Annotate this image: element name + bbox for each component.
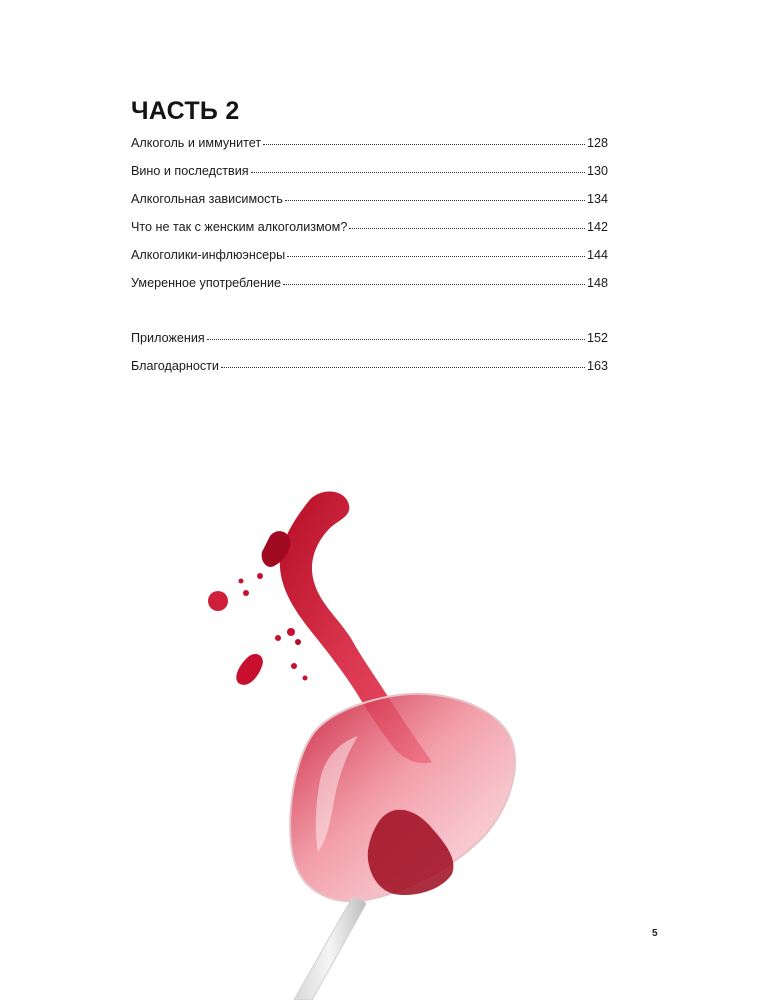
toc-entry-page: 130 [586, 164, 608, 178]
wine-droplet [243, 590, 249, 596]
toc-part-list [131, 136, 608, 304]
dot-leader [221, 366, 585, 368]
toc-entry[interactable] [131, 220, 608, 248]
toc-entry-title: Вино и последствия [131, 164, 249, 178]
wine-droplet [287, 628, 295, 636]
toc-entry-page: 163 [586, 359, 608, 373]
toc-entry-title: Приложения [131, 331, 205, 345]
toc-entry-page: 142 [586, 220, 608, 234]
toc-entry-title: Алкогольная зависимость [131, 192, 283, 206]
toc-entry-title: Что не так с женским алкоголизмом? [131, 220, 348, 234]
toc-entry-page: 152 [586, 331, 608, 345]
wine-droplet [208, 591, 228, 611]
toc-entry-title: Умеренное употребление [131, 276, 281, 290]
dot-leader [283, 283, 585, 285]
toc-entry[interactable] [131, 359, 608, 387]
toc-entry-title: Алкоголики-инфлюэнсеры [131, 248, 286, 262]
toc-entry[interactable] [131, 248, 608, 276]
toc-entry-title: Алкоголь и иммунитет [131, 136, 262, 150]
dot-leader [263, 143, 585, 145]
toc-entry-title: Благодарности [131, 359, 219, 373]
toc-entry-page: 128 [586, 136, 608, 150]
toc-entry[interactable] [131, 331, 608, 359]
toc-entry[interactable] [131, 276, 608, 304]
dot-leader [207, 338, 585, 340]
wine-droplet [291, 663, 297, 669]
wine-droplet [257, 573, 263, 579]
wine-droplet [309, 615, 316, 622]
toc-entry-page: 134 [586, 192, 608, 206]
page-heading: ЧАСТЬ 2 [131, 97, 240, 125]
toc-entry[interactable] [131, 192, 608, 220]
toc-appendix-list [131, 331, 608, 387]
glass-stem [294, 898, 366, 1000]
dot-leader [251, 171, 585, 173]
wine-droplet [236, 654, 263, 685]
toc-entry-page: 148 [586, 276, 608, 290]
wine-droplet [303, 676, 308, 681]
wine-droplet [239, 579, 244, 584]
toc-entry[interactable] [131, 164, 608, 192]
dot-leader [287, 255, 585, 257]
page-number: 5 [652, 928, 658, 939]
dot-leader [349, 227, 585, 229]
wine-droplet [275, 635, 281, 641]
wine-glass-illustration [190, 480, 530, 1000]
toc-entry-page: 144 [586, 248, 608, 262]
toc-entry[interactable] [131, 136, 608, 164]
dot-leader [285, 199, 585, 201]
wine-droplet [295, 639, 301, 645]
